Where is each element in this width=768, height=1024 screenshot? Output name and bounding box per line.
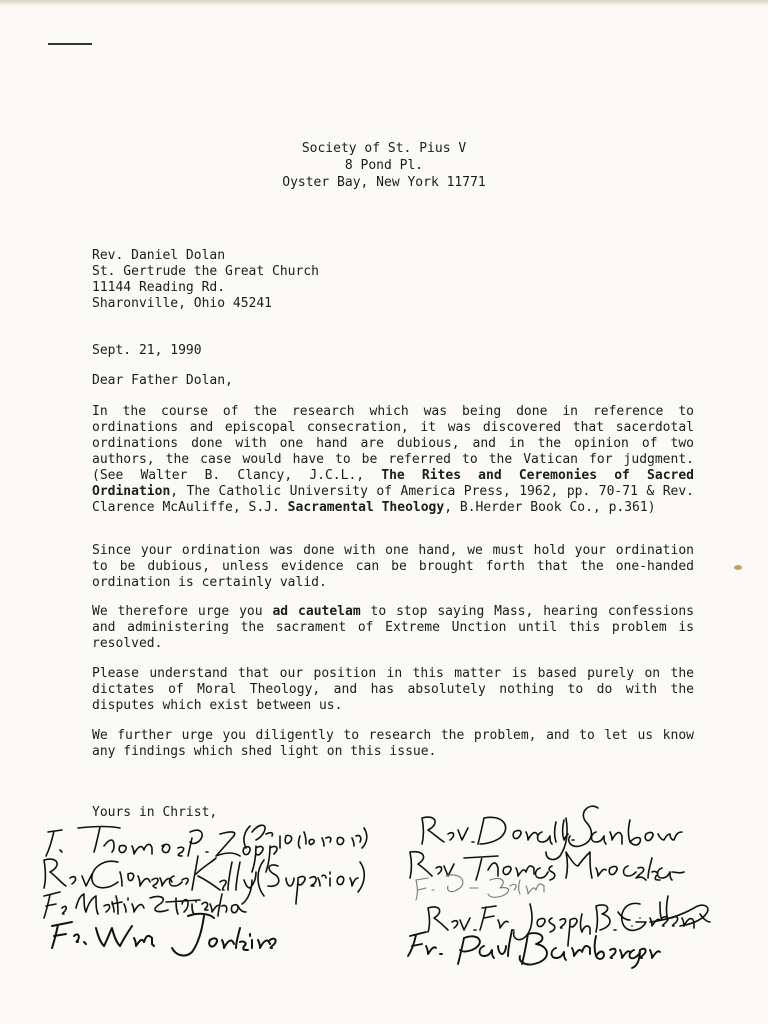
letter-date: Sept. 21, 1990 bbox=[92, 343, 202, 358]
letterhead-street: 8 Pond Pl. bbox=[344, 158, 424, 173]
signature-baumberger bbox=[408, 930, 660, 968]
p3-emphasis: ad cautelam bbox=[272, 604, 361, 619]
addressee-street: 11144 Reading Rd. bbox=[92, 280, 226, 295]
signature-kelly bbox=[44, 856, 364, 904]
addressee-city: Sharonville, Ohio 45241 bbox=[92, 296, 273, 311]
closing: Yours in Christ, bbox=[92, 805, 218, 820]
salutation: Dear Father Dolan, bbox=[92, 373, 233, 388]
letterhead-city: Oyster Bay, New York 11771 bbox=[282, 175, 486, 190]
paragraph-4: Please understand that our position in this matter is based purely on the dictates of Moral Theology, and has absolutely nothing to do with the disputes which exist between us. bbox=[92, 666, 694, 713]
signature-skierka bbox=[44, 892, 246, 918]
p3-text-a: We therefore urge you bbox=[92, 604, 273, 619]
signature-jenkins bbox=[52, 914, 276, 956]
addressee-name: Rev. Daniel Dolan bbox=[92, 248, 226, 263]
paragraph-2: Since your ordination was done with one hand, we must hold your ordination to be dubious, unless evidence can be brought forth that the one-handed ordination is certainly valid. bbox=[92, 543, 694, 590]
p1-title-a: The Rites and Ceremonies of Sacred Ordination bbox=[92, 468, 694, 499]
letterhead-org: Society of St. Pius V bbox=[301, 141, 467, 156]
p1-text-b: , The Catholic University of America Press, 1962, pp. 70-71 & Rev. Clarence McAuliffe, S.J. bbox=[92, 484, 694, 515]
signature-greenwell bbox=[428, 896, 710, 946]
addressee-church: St. Gertrude the Great Church bbox=[92, 264, 319, 279]
p1-title-b: Sacramental Theology bbox=[287, 500, 445, 515]
paragraph-5: We further urge you diligently to research the problem, and to let us know any findings which shed light on this issue. bbox=[92, 728, 694, 759]
signature-sanborn bbox=[422, 806, 682, 859]
p1-text-c: , B.Herder Book Co., p.361) bbox=[444, 500, 656, 515]
signature-faint bbox=[416, 875, 544, 900]
p3-text-b: to stop saying Mass, hearing confessions and administering the sacrament of Extreme Unction until this problem is resolved. bbox=[92, 604, 694, 651]
p1-text-a: In the course of the research which was being done in reference to ordinations and episcopal consecration, it was discovered that sacerdotal ordinations done with one hand are dubious, and in the opinion of two authors, the case would have to be referred to the Vatican for judgment. (See Walter B. Clancy, J.C.L., bbox=[92, 404, 694, 483]
